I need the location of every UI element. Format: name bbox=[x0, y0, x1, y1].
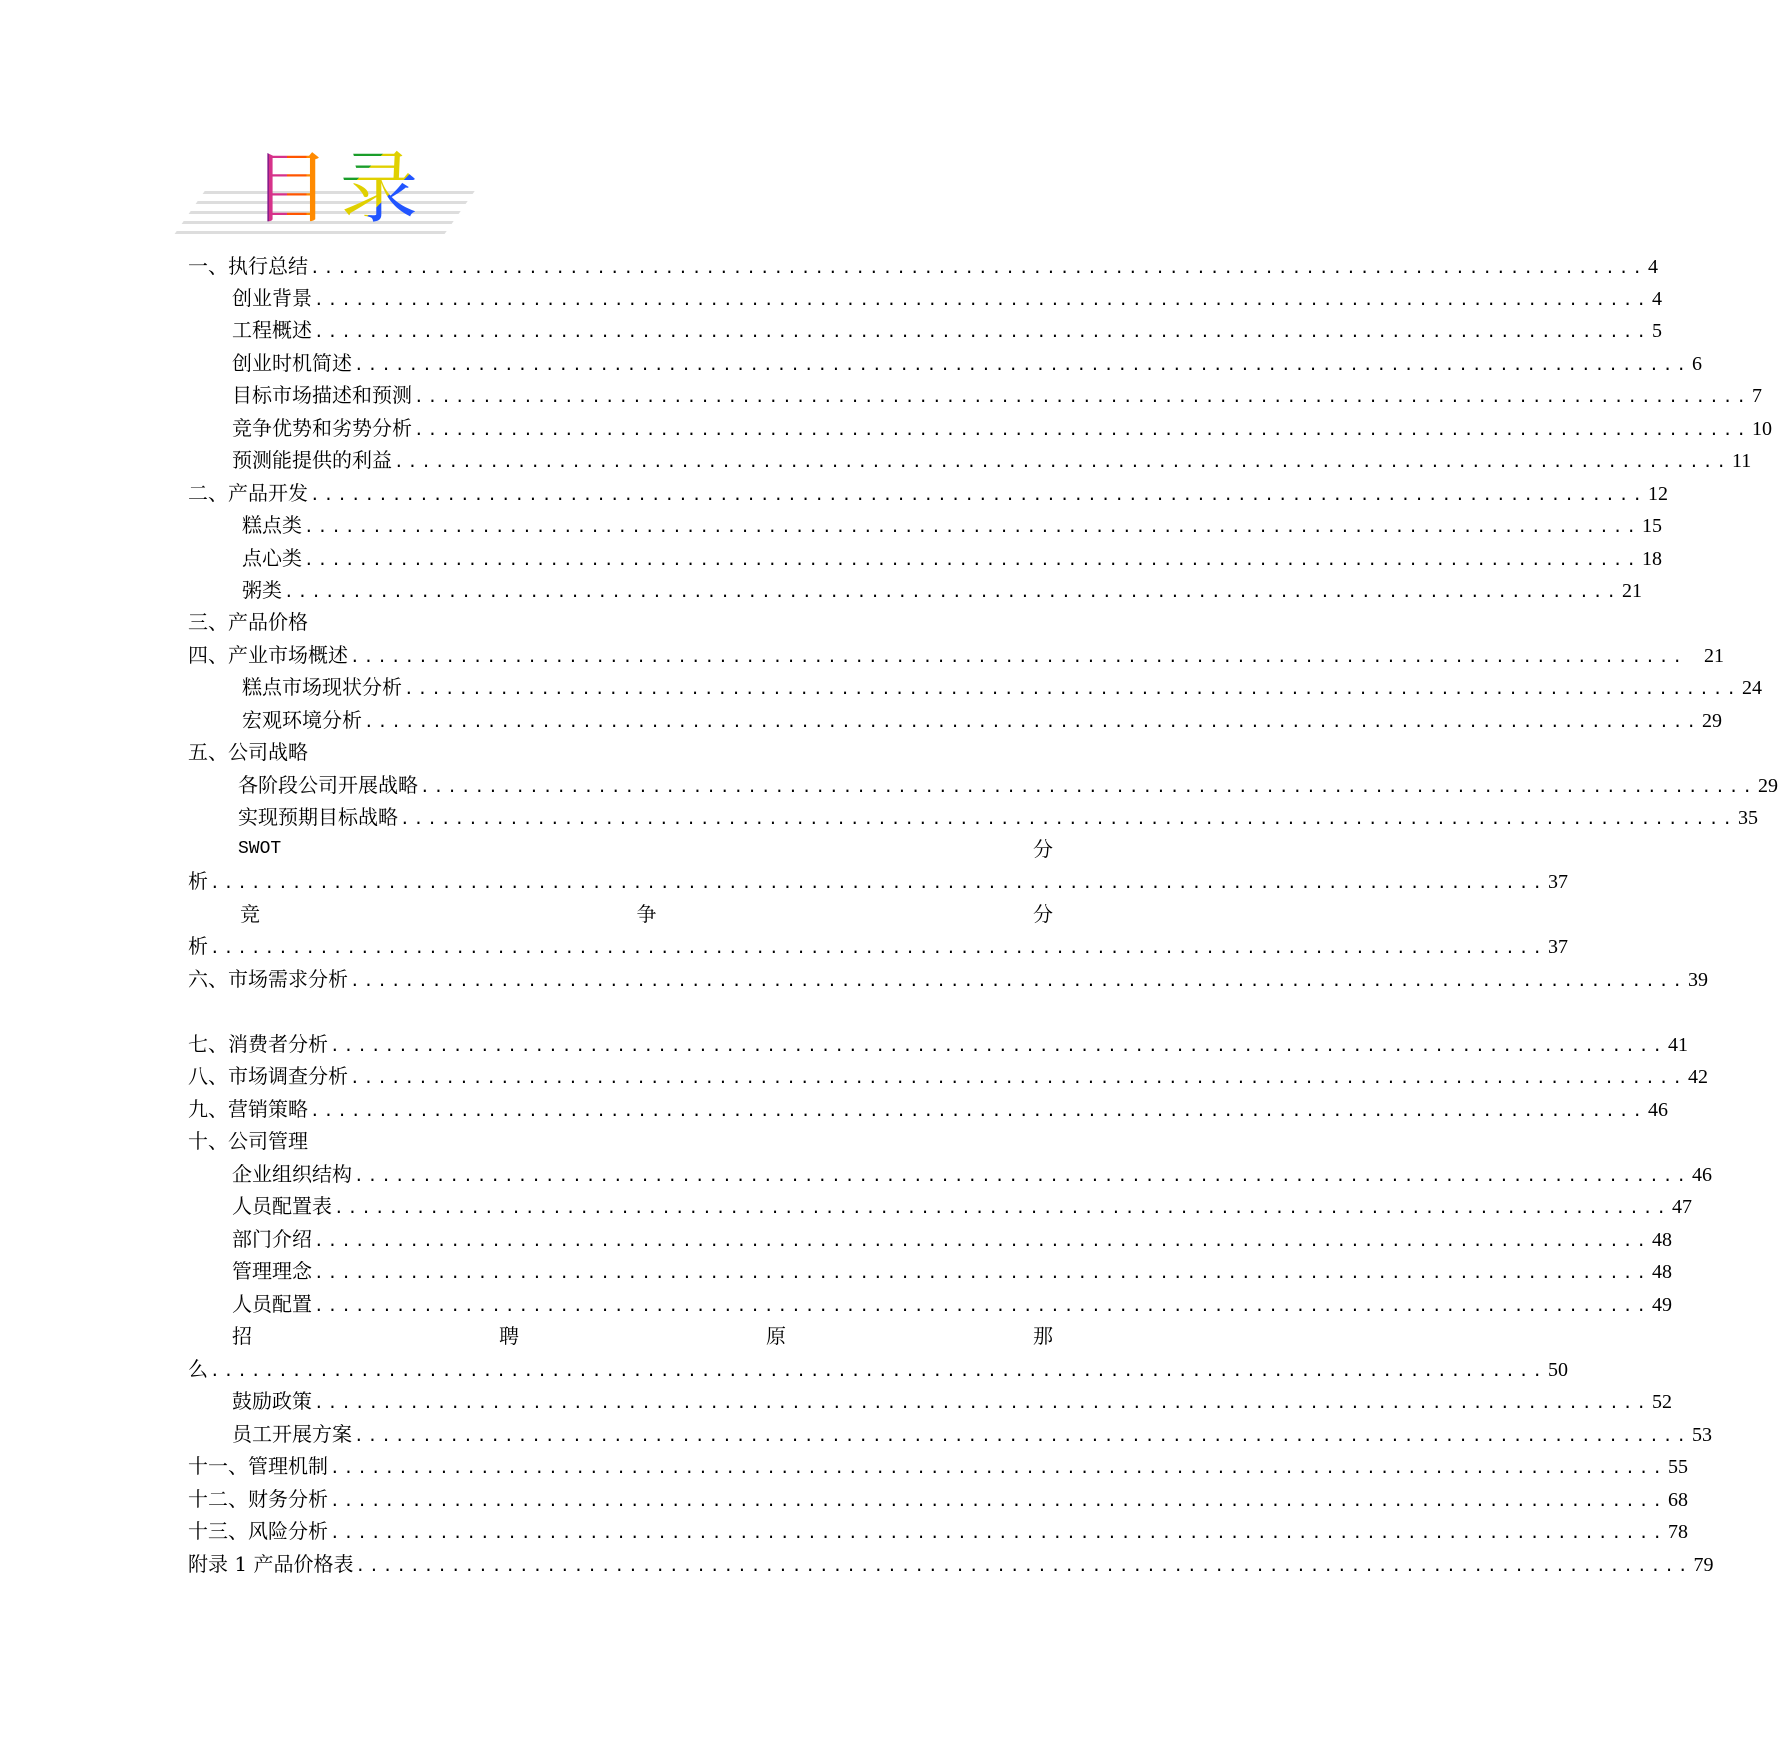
leader-dots: .................................................................................................. bbox=[420, 777, 1757, 796]
toc-entry[interactable] bbox=[232, 1289, 1673, 1319]
toc-entry-page: 5 bbox=[1652, 320, 1663, 342]
toc-entry-heading[interactable]: 五、公司战略 bbox=[188, 740, 308, 764]
toc-entry-page: 6 bbox=[1692, 353, 1703, 375]
toc-entry-page: 11 bbox=[1732, 450, 1752, 472]
toc-entry-label: 一、执行总结 bbox=[188, 254, 308, 278]
toc-entry-label: 二、产品开发 bbox=[188, 481, 308, 505]
leader-dots: .................................................................................................. bbox=[414, 420, 1751, 439]
toc-entry[interactable] bbox=[188, 1451, 1689, 1481]
toc-entry-page: 48 bbox=[1652, 1261, 1673, 1283]
toc-entry[interactable] bbox=[232, 1191, 1693, 1221]
leader-dots: .................................................................................................. bbox=[284, 582, 1621, 601]
toc-entry-label: 七、消费者分析 bbox=[188, 1032, 328, 1056]
toc-entry-label: 预测能提供的利益 bbox=[232, 448, 392, 472]
toc-entry-page: 39 bbox=[1688, 969, 1709, 991]
toc-entry-label: 么 bbox=[188, 1357, 208, 1381]
toc-entry-label: 创业背景 bbox=[232, 286, 312, 310]
toc-entry-label: 附录 1 产品价格表 bbox=[188, 1552, 354, 1576]
leader-dots: .................................................................................................. bbox=[304, 517, 1641, 536]
toc-entry[interactable] bbox=[232, 380, 1763, 410]
toc-entry-label: 九、营销策略 bbox=[188, 1097, 308, 1121]
toc-entry[interactable] bbox=[242, 672, 1763, 702]
toc-entry-page: 37 bbox=[1548, 871, 1569, 893]
leader-dots: .................................................................................................. bbox=[330, 1036, 1667, 1055]
spread-char: 聘 bbox=[499, 1324, 519, 1348]
toc-entry[interactable] bbox=[232, 1224, 1673, 1254]
toc-entry[interactable] bbox=[188, 640, 1725, 670]
toc-entry[interactable] bbox=[232, 315, 1663, 345]
toc-entry-page: 49 bbox=[1652, 1294, 1673, 1316]
leader-dots: .................................................................................................. bbox=[355, 1556, 1692, 1575]
toc-entry-label: 员工开展方案 bbox=[232, 1422, 352, 1446]
toc-entry-page: 50 bbox=[1548, 1359, 1569, 1381]
spread-char: 分 bbox=[1033, 902, 1053, 926]
toc-entry[interactable] bbox=[188, 1516, 1689, 1546]
toc-entry-page: 46 bbox=[1692, 1164, 1713, 1186]
leader-dots: .................................................................................................. bbox=[414, 387, 1751, 406]
toc-entry-wrapped[interactable] bbox=[232, 1321, 1053, 1351]
toc-entry-label: 糕点市场现状分析 bbox=[242, 675, 402, 699]
leader-dots: .................................................................................................. bbox=[210, 938, 1547, 957]
toc-entry[interactable] bbox=[232, 445, 1752, 475]
spread-char: 争 bbox=[636, 902, 657, 926]
toc-entry-page: 79 bbox=[1693, 1554, 1714, 1576]
toc-entry-label: 析 bbox=[188, 869, 208, 893]
toc-entry[interactable] bbox=[188, 1354, 1569, 1384]
leader-dots: .................................................................................................. bbox=[314, 322, 1651, 341]
leader-dots: .................................................................................................. bbox=[210, 873, 1547, 892]
toc-entry[interactable] bbox=[232, 1256, 1673, 1286]
toc-entry-heading[interactable]: 三、产品价格 bbox=[188, 610, 308, 634]
toc-entry[interactable] bbox=[232, 413, 1773, 443]
leader-dots: .................................................................................................. bbox=[350, 647, 1687, 666]
toc-entry-label: 竞争优势和劣势分析 bbox=[232, 416, 412, 440]
toc-entry-label: 糕点类 bbox=[242, 513, 302, 537]
leader-dots: .................................................................................................. bbox=[350, 971, 1687, 990]
toc-entry-page: 68 bbox=[1668, 1489, 1689, 1511]
toc-entry-label: 管理理念 bbox=[232, 1259, 312, 1283]
toc-entry-label: 企业组织结构 bbox=[232, 1162, 352, 1186]
spread-char: 竞 bbox=[240, 902, 260, 926]
toc-entry-page: 15 bbox=[1642, 515, 1663, 537]
toc-entry-label: 粥类 bbox=[242, 578, 282, 602]
leader-dots: .................................................................................................. bbox=[354, 1426, 1691, 1445]
toc-entry-label: 四、产业市场概述 bbox=[188, 643, 348, 667]
toc-entry-wrap-end: 分 bbox=[1033, 837, 1053, 861]
toc-entry-wrapped[interactable] bbox=[240, 899, 1053, 929]
toc-entry-page: 47 bbox=[1672, 1196, 1693, 1218]
leader-dots: .................................................................................................. bbox=[210, 1361, 1547, 1380]
toc-entry-heading[interactable]: 十、公司管理 bbox=[188, 1129, 308, 1153]
leader-dots: .................................................................................................. bbox=[394, 452, 1731, 471]
toc-entry-page: 53 bbox=[1692, 1424, 1713, 1446]
leader-dots: .................................................................................................. bbox=[330, 1458, 1667, 1477]
toc-entry[interactable] bbox=[188, 964, 1709, 994]
toc-entry-page: 24 bbox=[1742, 677, 1763, 699]
toc-entry[interactable] bbox=[242, 575, 1643, 605]
toc-entry[interactable] bbox=[188, 1029, 1689, 1059]
leader-dots: .................................................................................................. bbox=[314, 1296, 1651, 1315]
toc-entry-label: 工程概述 bbox=[232, 318, 312, 342]
leader-dots: .................................................................................................. bbox=[314, 1263, 1651, 1282]
toc-entry[interactable] bbox=[232, 1159, 1713, 1189]
spread-char: 原 bbox=[766, 1324, 786, 1348]
toc-entry-page: 48 bbox=[1652, 1229, 1673, 1251]
toc-entry-page: 4 bbox=[1648, 256, 1659, 278]
toc-entry[interactable] bbox=[188, 931, 1569, 961]
toc-entry-wrapped[interactable] bbox=[238, 834, 1053, 864]
leader-dots: .................................................................................................. bbox=[330, 1491, 1667, 1510]
leader-dots: .................................................................................................. bbox=[310, 258, 1647, 277]
toc-entry-page: 7 bbox=[1752, 385, 1763, 407]
leader-dots: .................................................................................................. bbox=[314, 1393, 1651, 1412]
toc-entry-label: 六、市场需求分析 bbox=[188, 967, 348, 991]
title-char-1: 目 bbox=[252, 144, 331, 234]
toc-entry-page: 21 bbox=[1622, 580, 1643, 602]
toc-entry[interactable] bbox=[188, 478, 1669, 508]
toc-entry-page: 29 bbox=[1702, 710, 1723, 732]
toc-entry-label: 十一、管理机制 bbox=[188, 1454, 328, 1478]
toc-entry[interactable] bbox=[238, 770, 1778, 800]
toc-entry[interactable] bbox=[242, 543, 1663, 573]
toc-entry-label: 十二、财务分析 bbox=[188, 1487, 328, 1511]
toc-entry-page: 10 bbox=[1752, 418, 1773, 440]
toc-entry[interactable] bbox=[232, 283, 1663, 313]
toc-entry[interactable] bbox=[188, 1061, 1709, 1091]
title-char-2: 录 bbox=[340, 144, 419, 234]
toc-entry-label: 人员配置 bbox=[232, 1292, 312, 1316]
toc-entry-label: 部门介绍 bbox=[232, 1227, 312, 1251]
toc-entry[interactable] bbox=[188, 1094, 1669, 1124]
toc-entry[interactable] bbox=[188, 251, 1659, 281]
toc-entry[interactable] bbox=[188, 866, 1569, 896]
toc-entry-page: 41 bbox=[1668, 1034, 1689, 1056]
toc-entry-page: 46 bbox=[1648, 1099, 1669, 1121]
toc-entry[interactable] bbox=[242, 705, 1723, 735]
leader-dots: .................................................................................................. bbox=[314, 1231, 1651, 1250]
spread-char: 招 bbox=[232, 1324, 252, 1348]
toc-entry-page: 55 bbox=[1668, 1456, 1689, 1478]
leader-dots: .................................................................................................. bbox=[304, 550, 1641, 569]
toc-entry-label: 实现预期目标战略 bbox=[238, 805, 398, 829]
toc-entry-page: 52 bbox=[1652, 1391, 1673, 1413]
toc-entry-label: 析 bbox=[188, 934, 208, 958]
leader-dots: .................................................................................................. bbox=[354, 1166, 1691, 1185]
leader-dots: .................................................................................................. bbox=[310, 485, 1647, 504]
toc-entry-page: 21 bbox=[1704, 645, 1725, 667]
leader-dots: .................................................................................................. bbox=[310, 1101, 1647, 1120]
toc-entry[interactable] bbox=[232, 1386, 1673, 1416]
leader-dots: .................................................................................................. bbox=[350, 1068, 1687, 1087]
toc-entry-label: 点心类 bbox=[242, 546, 302, 570]
toc-entry-page: 42 bbox=[1688, 1066, 1709, 1088]
toc-entry-label: 宏观环境分析 bbox=[242, 708, 362, 732]
leader-dots: .................................................................................................. bbox=[404, 679, 1741, 698]
toc-entry-page: 12 bbox=[1648, 483, 1669, 505]
toc-entry[interactable] bbox=[188, 1484, 1689, 1514]
toc-entry-label: 人员配置表 bbox=[232, 1194, 332, 1218]
toc-entry-page: 35 bbox=[1738, 807, 1759, 829]
toc-entry-label: 八、市场调查分析 bbox=[188, 1064, 348, 1088]
toc-entry[interactable] bbox=[188, 1549, 1714, 1579]
toc-entry[interactable] bbox=[232, 1419, 1713, 1449]
toc-entry-label: 创业时机简述 bbox=[232, 351, 352, 375]
toc-entry-label: SWOT bbox=[238, 839, 282, 859]
toc-entry-label: 目标市场描述和预测 bbox=[232, 383, 412, 407]
toc-entry-label: 鼓励政策 bbox=[232, 1389, 312, 1413]
leader-dots: .................................................................................................. bbox=[364, 712, 1701, 731]
leader-dots: .................................................................................................. bbox=[334, 1198, 1671, 1217]
leader-dots: .................................................................................................. bbox=[400, 809, 1737, 828]
toc-entry-page: 18 bbox=[1642, 548, 1663, 570]
toc-entry-page: 4 bbox=[1652, 288, 1663, 310]
toc-entry[interactable] bbox=[238, 802, 1759, 832]
leader-dots: .................................................................................................. bbox=[354, 355, 1691, 374]
toc-entry-page: 29 bbox=[1758, 775, 1778, 797]
toc-entry-label: 十三、风险分析 bbox=[188, 1519, 328, 1543]
leader-dots: .................................................................................................. bbox=[314, 290, 1651, 309]
spread-char: 那 bbox=[1033, 1324, 1053, 1348]
toc-entry[interactable] bbox=[232, 348, 1703, 378]
toc-entry-page: 78 bbox=[1668, 1521, 1689, 1543]
toc-entry-page: 37 bbox=[1548, 936, 1569, 958]
toc-entry-label: 各阶段公司开展战略 bbox=[238, 773, 418, 797]
leader-dots: .................................................................................................. bbox=[330, 1523, 1667, 1542]
toc-entry[interactable] bbox=[242, 510, 1663, 540]
